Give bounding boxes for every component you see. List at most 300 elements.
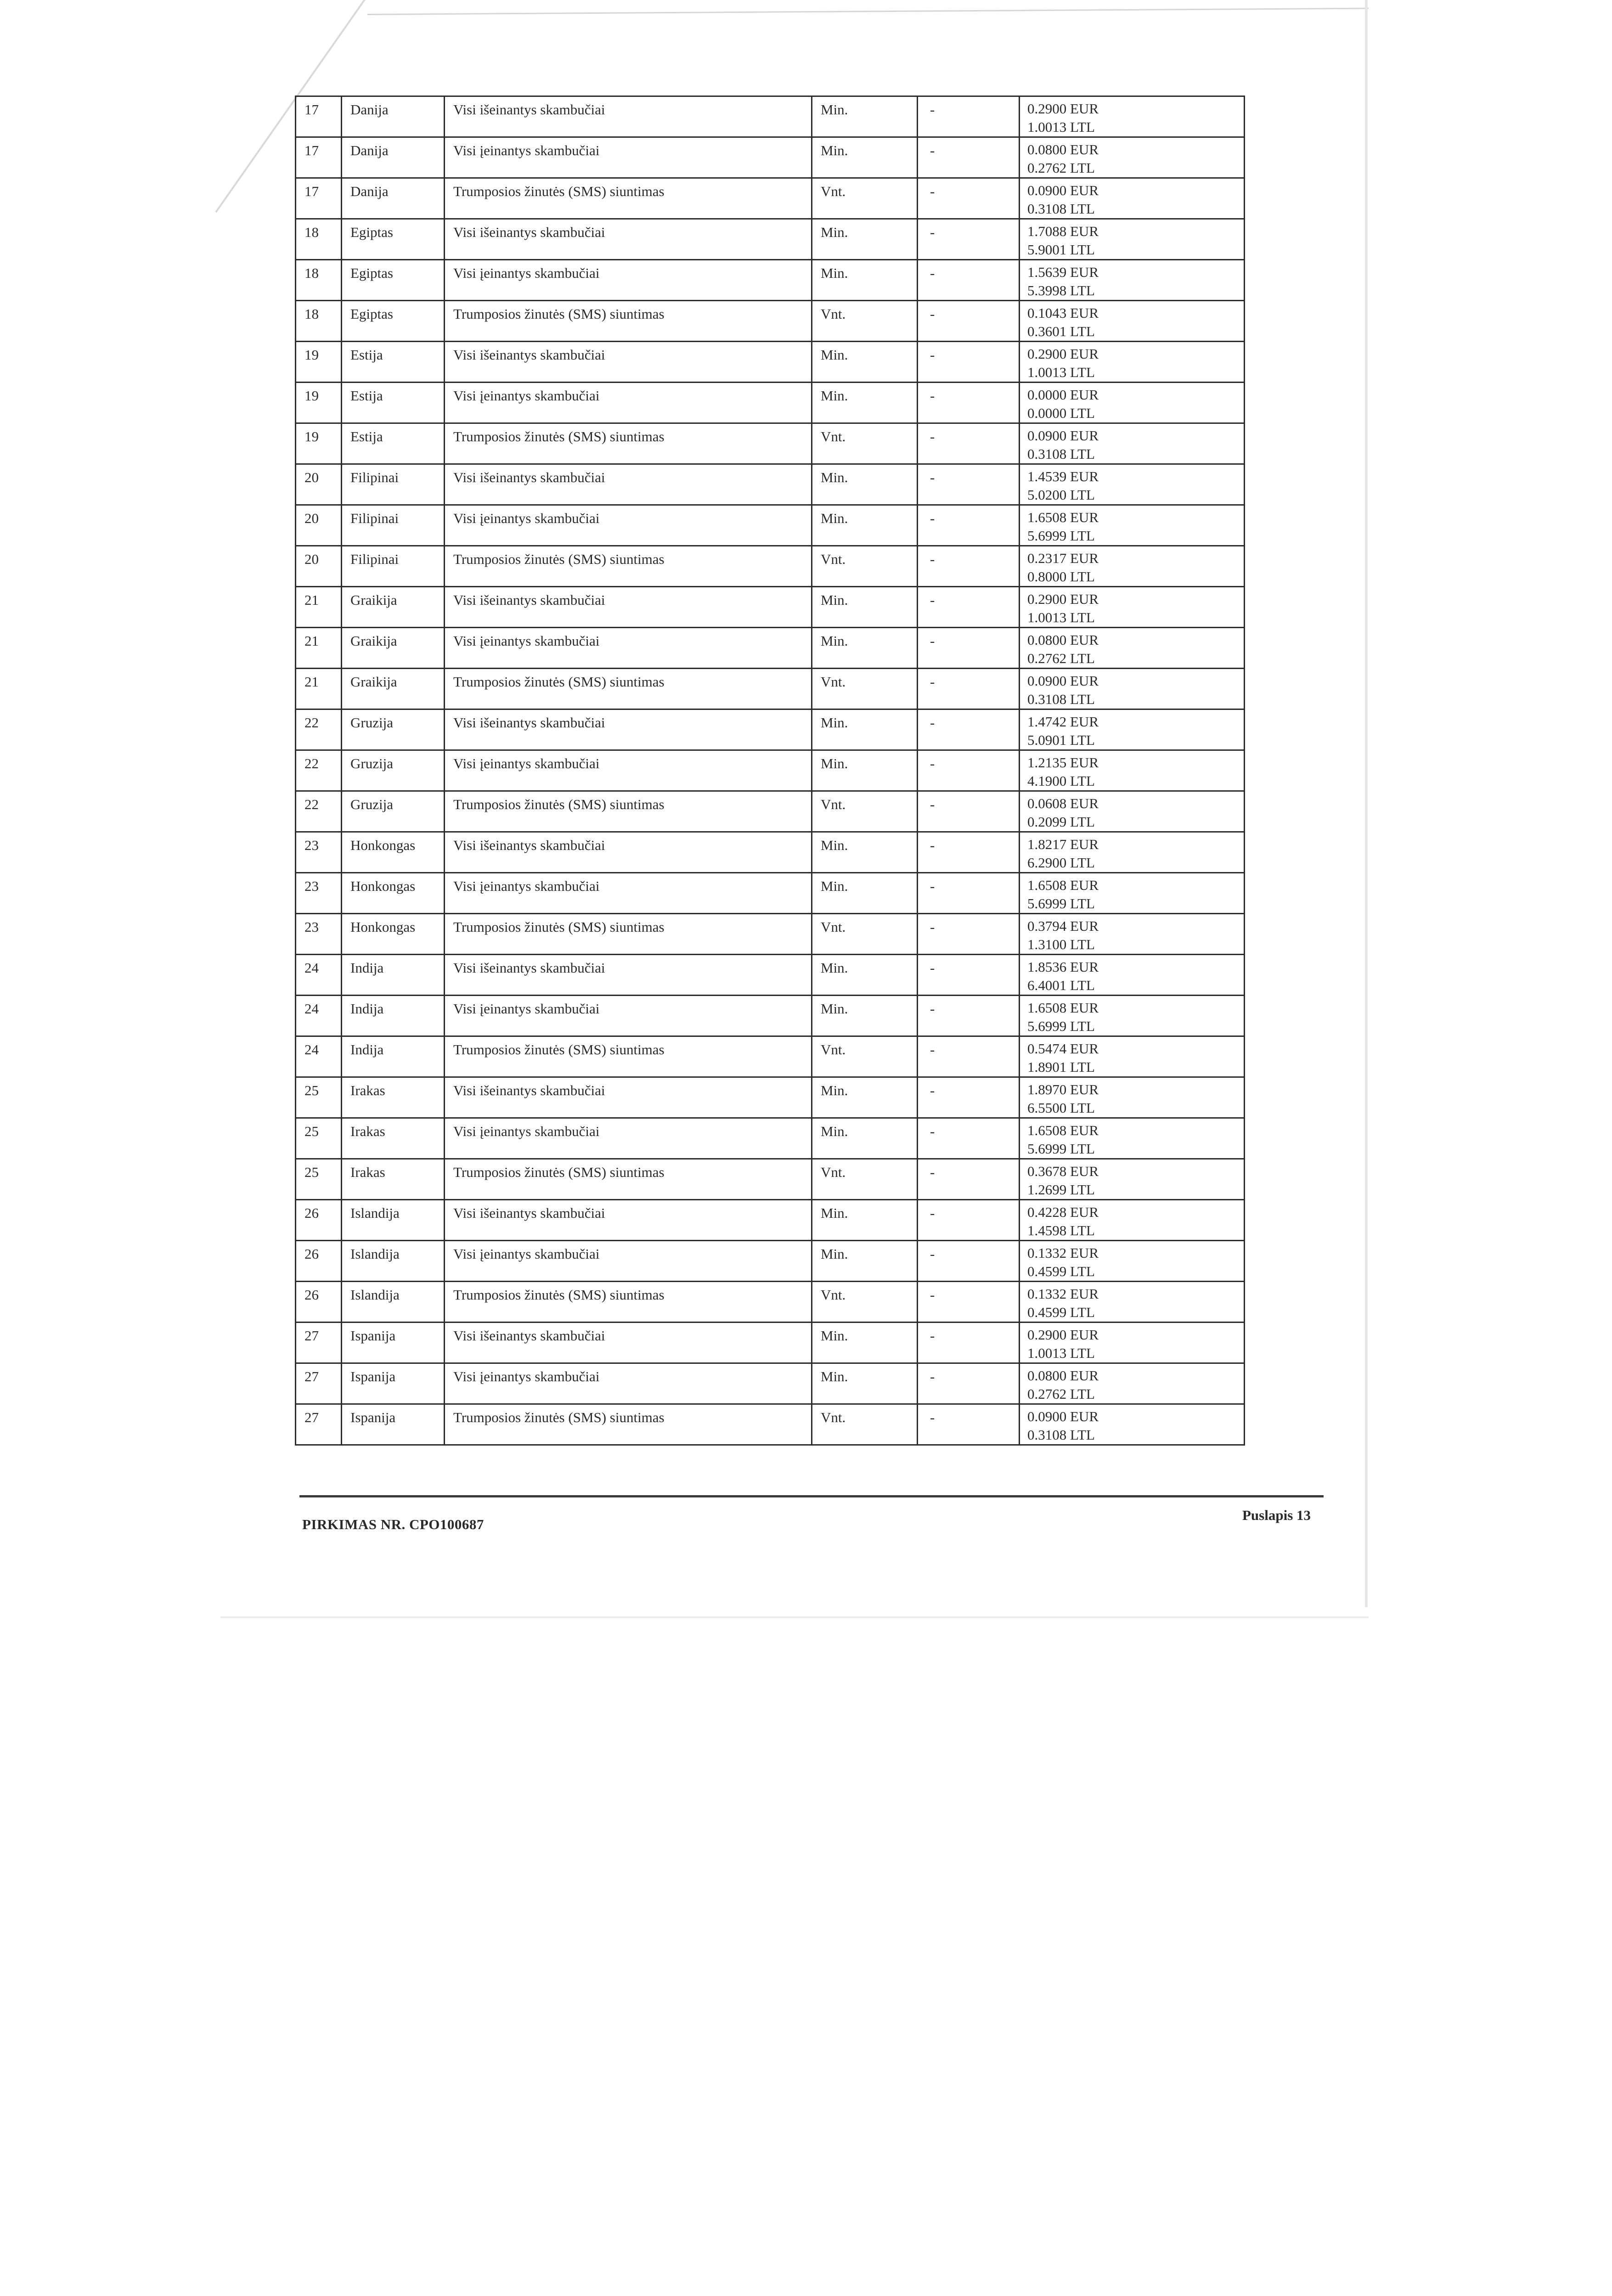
unit-cell-text: Min. bbox=[821, 347, 848, 363]
unit-cell bbox=[812, 873, 918, 914]
price-eur: 0.2900 EUR bbox=[1027, 1327, 1099, 1343]
dash-cell-text: - bbox=[930, 347, 935, 363]
unit-cell bbox=[812, 301, 918, 342]
country-cell bbox=[342, 832, 445, 873]
price-ltl: 5.6999 LTL bbox=[1027, 895, 1095, 912]
price-cell bbox=[1020, 301, 1245, 342]
price-ltl: 6.2900 LTL bbox=[1027, 855, 1095, 871]
row-number bbox=[296, 96, 342, 137]
dash-cell bbox=[918, 1404, 1020, 1445]
price-ltl: 1.4598 LTL bbox=[1027, 1222, 1095, 1238]
unit-cell-text: Vnt. bbox=[821, 1409, 846, 1425]
price-cell bbox=[1020, 1322, 1245, 1363]
price-ltl: 0.3108 LTL bbox=[1027, 1427, 1095, 1443]
price-values bbox=[1027, 546, 1244, 586]
price-cell bbox=[1020, 1159, 1245, 1200]
dash-cell bbox=[918, 996, 1020, 1036]
row-number-text: 22 bbox=[304, 796, 319, 812]
unit-cell-text: Vnt. bbox=[821, 674, 846, 690]
price-cell bbox=[1020, 669, 1245, 709]
country-cell bbox=[342, 996, 445, 1036]
dash-cell-text: - bbox=[930, 469, 935, 485]
dash-cell-text: - bbox=[930, 510, 935, 526]
service-cell-text: Visi išeinantys skambučiai bbox=[453, 101, 605, 118]
country-cell-text: Honkongas bbox=[350, 919, 416, 935]
price-ltl: 5.6999 LTL bbox=[1027, 1141, 1095, 1157]
price-cell bbox=[1020, 709, 1245, 750]
dash-cell bbox=[918, 464, 1020, 505]
row-number bbox=[296, 1322, 342, 1363]
service-cell-text: Visi įeinantys skambučiai bbox=[453, 1368, 600, 1384]
dash-cell-text: - bbox=[930, 633, 935, 649]
service-cell-text: Visi įeinantys skambučiai bbox=[453, 878, 600, 894]
unit-cell bbox=[812, 1363, 918, 1404]
table-row bbox=[296, 1159, 1245, 1200]
price-cell bbox=[1020, 383, 1245, 423]
row-number-text: 17 bbox=[304, 101, 319, 118]
price-cell bbox=[1020, 505, 1245, 546]
country-cell bbox=[342, 1159, 445, 1200]
table-row bbox=[296, 1077, 1245, 1118]
price-values bbox=[1027, 219, 1244, 259]
price-ltl: 0.2762 LTL bbox=[1027, 160, 1095, 176]
service-cell bbox=[445, 587, 812, 628]
country-cell bbox=[342, 505, 445, 546]
country-cell bbox=[342, 342, 445, 383]
price-ltl: 6.4001 LTL bbox=[1027, 977, 1095, 993]
unit-cell bbox=[812, 546, 918, 587]
price-ltl: 5.0200 LTL bbox=[1027, 487, 1095, 503]
country-cell bbox=[342, 137, 445, 178]
service-cell bbox=[445, 1282, 812, 1322]
row-number-text: 18 bbox=[304, 306, 319, 322]
price-cell bbox=[1020, 996, 1245, 1036]
price-ltl: 5.6999 LTL bbox=[1027, 1018, 1095, 1034]
price-ltl: 4.1900 LTL bbox=[1027, 773, 1095, 789]
row-number-text: 25 bbox=[304, 1123, 319, 1139]
row-number bbox=[296, 260, 342, 301]
country-cell-text: Estija bbox=[350, 388, 383, 404]
dash-cell bbox=[918, 1282, 1020, 1322]
table-row bbox=[296, 96, 1245, 137]
price-values bbox=[1027, 97, 1244, 136]
unit-cell-text: Min. bbox=[821, 1001, 848, 1017]
price-values bbox=[1027, 751, 1244, 790]
price-values bbox=[1027, 1119, 1244, 1158]
price-values bbox=[1027, 710, 1244, 749]
price-eur: 0.4228 EUR bbox=[1027, 1204, 1099, 1220]
country-cell-text: Danija bbox=[350, 183, 389, 199]
price-values bbox=[1027, 1282, 1244, 1322]
row-number-text: 18 bbox=[304, 265, 319, 281]
dash-cell bbox=[918, 546, 1020, 587]
row-number bbox=[296, 546, 342, 587]
table-row bbox=[296, 1241, 1245, 1282]
dash-cell-text: - bbox=[930, 1409, 935, 1425]
country-cell bbox=[342, 955, 445, 996]
country-cell bbox=[342, 709, 445, 750]
service-cell-text: Visi įeinantys skambučiai bbox=[453, 1246, 600, 1262]
dash-cell bbox=[918, 260, 1020, 301]
price-values bbox=[1027, 1323, 1244, 1362]
service-cell bbox=[445, 1077, 812, 1118]
service-cell bbox=[445, 464, 812, 505]
price-eur: 0.1043 EUR bbox=[1027, 305, 1099, 321]
row-number-text: 26 bbox=[304, 1205, 319, 1221]
dash-cell bbox=[918, 1200, 1020, 1241]
row-number bbox=[296, 423, 342, 464]
service-cell-text: Trumposios žinutės (SMS) siuntimas bbox=[453, 796, 665, 812]
price-values bbox=[1027, 424, 1244, 463]
scan-page-edge-bottom bbox=[220, 1616, 1369, 1618]
price-eur: 0.2900 EUR bbox=[1027, 346, 1099, 362]
country-cell-text: Gruzija bbox=[350, 796, 393, 812]
price-eur: 1.4742 EUR bbox=[1027, 714, 1099, 730]
unit-cell bbox=[812, 587, 918, 628]
price-ltl: 0.3601 LTL bbox=[1027, 323, 1095, 339]
row-number-text: 22 bbox=[304, 755, 319, 771]
price-values bbox=[1027, 260, 1244, 300]
unit-cell bbox=[812, 914, 918, 955]
table-row bbox=[296, 873, 1245, 914]
price-cell bbox=[1020, 1200, 1245, 1241]
row-number-text: 17 bbox=[304, 183, 319, 199]
price-eur: 0.2900 EUR bbox=[1027, 101, 1099, 117]
price-ltl: 0.2099 LTL bbox=[1027, 814, 1095, 830]
dash-cell bbox=[918, 873, 1020, 914]
row-number bbox=[296, 1159, 342, 1200]
row-number-text: 23 bbox=[304, 919, 319, 935]
price-cell bbox=[1020, 1404, 1245, 1445]
unit-cell-text: Min. bbox=[821, 101, 848, 118]
country-cell bbox=[342, 1118, 445, 1159]
service-cell-text: Trumposios žinutės (SMS) siuntimas bbox=[453, 674, 665, 690]
row-number bbox=[296, 914, 342, 955]
unit-cell-text: Vnt. bbox=[821, 796, 846, 812]
row-number bbox=[296, 996, 342, 1036]
row-number-text: 19 bbox=[304, 388, 319, 404]
dash-cell-text: - bbox=[930, 1287, 935, 1303]
row-number bbox=[296, 383, 342, 423]
service-cell bbox=[445, 260, 812, 301]
price-ltl: 1.0013 LTL bbox=[1027, 1345, 1095, 1361]
price-cell bbox=[1020, 873, 1245, 914]
footer-divider bbox=[299, 1495, 1324, 1497]
country-cell-text: Ispanija bbox=[350, 1368, 396, 1384]
price-ltl: 0.0000 LTL bbox=[1027, 405, 1095, 421]
country-cell bbox=[342, 178, 445, 219]
price-cell bbox=[1020, 342, 1245, 383]
row-number bbox=[296, 873, 342, 914]
country-cell-text: Honkongas bbox=[350, 837, 416, 853]
unit-cell bbox=[812, 260, 918, 301]
country-cell-text: Estija bbox=[350, 347, 383, 363]
table-row bbox=[296, 1404, 1245, 1445]
unit-cell-text: Min. bbox=[821, 837, 848, 853]
table-row bbox=[296, 914, 1245, 955]
unit-cell-text: Min. bbox=[821, 1123, 848, 1139]
unit-cell-text: Min. bbox=[821, 265, 848, 281]
price-ltl: 5.0901 LTL bbox=[1027, 732, 1095, 748]
price-values bbox=[1027, 465, 1244, 504]
country-cell-text: Indija bbox=[350, 960, 384, 976]
country-cell bbox=[342, 628, 445, 669]
price-cell bbox=[1020, 1036, 1245, 1077]
price-eur: 1.5639 EUR bbox=[1027, 264, 1099, 280]
service-cell bbox=[445, 546, 812, 587]
service-cell-text: Trumposios žinutės (SMS) siuntimas bbox=[453, 428, 665, 445]
dash-cell bbox=[918, 628, 1020, 669]
table-row bbox=[296, 342, 1245, 383]
country-cell-text: Filipinai bbox=[350, 510, 399, 526]
service-cell bbox=[445, 914, 812, 955]
price-ltl: 6.5500 LTL bbox=[1027, 1100, 1095, 1116]
row-number bbox=[296, 709, 342, 750]
price-eur: 0.1332 EUR bbox=[1027, 1245, 1099, 1261]
price-eur: 0.0608 EUR bbox=[1027, 795, 1099, 811]
row-number-text: 23 bbox=[304, 878, 319, 894]
table-row bbox=[296, 301, 1245, 342]
service-cell bbox=[445, 791, 812, 832]
price-ltl: 0.8000 LTL bbox=[1027, 568, 1095, 585]
table-row bbox=[296, 709, 1245, 750]
table-row bbox=[296, 1363, 1245, 1404]
service-cell-text: Visi įeinantys skambučiai bbox=[453, 1001, 600, 1017]
price-ltl: 1.0013 LTL bbox=[1027, 119, 1095, 135]
table-row bbox=[296, 587, 1245, 628]
row-number bbox=[296, 342, 342, 383]
unit-cell-text: Min. bbox=[821, 388, 848, 404]
page-number: Puslapis 13 bbox=[1242, 1507, 1311, 1523]
dash-cell bbox=[918, 1241, 1020, 1282]
country-cell bbox=[342, 301, 445, 342]
unit-cell-text: Min. bbox=[821, 755, 848, 771]
price-eur: 0.0800 EUR bbox=[1027, 632, 1099, 648]
unit-cell bbox=[812, 505, 918, 546]
price-ltl: 0.3108 LTL bbox=[1027, 201, 1095, 217]
row-number bbox=[296, 1282, 342, 1322]
price-values bbox=[1027, 792, 1244, 831]
dash-cell-text: - bbox=[930, 1368, 935, 1384]
row-number-text: 20 bbox=[304, 510, 319, 526]
country-cell-text: Filipinai bbox=[350, 551, 399, 567]
unit-cell-text: Vnt. bbox=[821, 1164, 846, 1180]
price-values bbox=[1027, 955, 1244, 995]
table-row bbox=[296, 464, 1245, 505]
price-cell bbox=[1020, 546, 1245, 587]
country-cell-text: Indija bbox=[350, 1041, 384, 1058]
unit-cell bbox=[812, 1077, 918, 1118]
country-cell bbox=[342, 1282, 445, 1322]
table-row bbox=[296, 669, 1245, 709]
unit-cell bbox=[812, 955, 918, 996]
unit-cell bbox=[812, 219, 918, 260]
price-eur: 1.8536 EUR bbox=[1027, 959, 1099, 975]
service-cell-text: Trumposios žinutės (SMS) siuntimas bbox=[453, 919, 665, 935]
unit-cell bbox=[812, 709, 918, 750]
price-cell bbox=[1020, 137, 1245, 178]
price-values bbox=[1027, 914, 1244, 954]
dash-cell-text: - bbox=[930, 592, 935, 608]
row-number bbox=[296, 219, 342, 260]
row-number bbox=[296, 1363, 342, 1404]
price-eur: 0.3794 EUR bbox=[1027, 918, 1099, 934]
scan-page-edge-right bbox=[1365, 0, 1368, 1607]
price-eur: 0.0900 EUR bbox=[1027, 182, 1099, 198]
row-number-text: 20 bbox=[304, 551, 319, 567]
country-cell-text: Irakas bbox=[350, 1082, 385, 1098]
price-eur: 0.3678 EUR bbox=[1027, 1163, 1099, 1179]
unit-cell bbox=[812, 791, 918, 832]
row-number bbox=[296, 628, 342, 669]
price-values bbox=[1027, 138, 1244, 177]
price-values bbox=[1027, 179, 1244, 218]
price-eur: 0.0900 EUR bbox=[1027, 1408, 1099, 1424]
dash-cell-text: - bbox=[930, 1041, 935, 1058]
unit-cell bbox=[812, 1404, 918, 1445]
row-number bbox=[296, 1200, 342, 1241]
price-eur: 0.5474 EUR bbox=[1027, 1041, 1099, 1057]
price-values bbox=[1027, 342, 1244, 382]
price-values bbox=[1027, 1405, 1244, 1444]
country-cell bbox=[342, 750, 445, 791]
price-cell bbox=[1020, 955, 1245, 996]
dash-cell-text: - bbox=[930, 142, 935, 158]
price-eur: 0.0800 EUR bbox=[1027, 141, 1099, 158]
dash-cell-text: - bbox=[930, 1001, 935, 1017]
row-number-text: 27 bbox=[304, 1368, 319, 1384]
row-number bbox=[296, 832, 342, 873]
service-cell-text: Visi išeinantys skambučiai bbox=[453, 469, 605, 485]
unit-cell-text: Min. bbox=[821, 1205, 848, 1221]
dash-cell bbox=[918, 914, 1020, 955]
service-cell bbox=[445, 423, 812, 464]
country-cell bbox=[342, 464, 445, 505]
unit-cell-text: Vnt. bbox=[821, 428, 846, 445]
service-cell-text: Visi įeinantys skambučiai bbox=[453, 1123, 600, 1139]
row-number bbox=[296, 1241, 342, 1282]
price-values bbox=[1027, 1037, 1244, 1076]
service-cell-text: Visi išeinantys skambučiai bbox=[453, 347, 605, 363]
unit-cell-text: Vnt. bbox=[821, 183, 846, 199]
scan-page-edge-top bbox=[367, 0, 1369, 15]
price-ltl: 1.0013 LTL bbox=[1027, 364, 1095, 380]
row-number-text: 17 bbox=[304, 142, 319, 158]
dash-cell-text: - bbox=[930, 715, 935, 731]
unit-cell-text: Min. bbox=[821, 1328, 848, 1344]
unit-cell-text: Min. bbox=[821, 715, 848, 731]
service-cell bbox=[445, 832, 812, 873]
unit-cell-text: Min. bbox=[821, 224, 848, 240]
unit-cell-text: Min. bbox=[821, 960, 848, 976]
unit-cell-text: Min. bbox=[821, 633, 848, 649]
table-row bbox=[296, 1322, 1245, 1363]
country-cell bbox=[342, 383, 445, 423]
service-cell-text: Trumposios žinutės (SMS) siuntimas bbox=[453, 1409, 665, 1425]
price-eur: 1.6508 EUR bbox=[1027, 1000, 1099, 1016]
country-cell bbox=[342, 96, 445, 137]
unit-cell-text: Min. bbox=[821, 142, 848, 158]
service-cell-text: Visi įeinantys skambučiai bbox=[453, 755, 600, 771]
price-values bbox=[1027, 301, 1244, 341]
price-cell bbox=[1020, 260, 1245, 301]
price-cell bbox=[1020, 1077, 1245, 1118]
price-cell bbox=[1020, 464, 1245, 505]
procurement-number: PIRKIMAS NR. CPO100687 bbox=[302, 1516, 484, 1532]
unit-cell bbox=[812, 628, 918, 669]
dash-cell bbox=[918, 832, 1020, 873]
row-number bbox=[296, 301, 342, 342]
country-cell bbox=[342, 1036, 445, 1077]
unit-cell-text: Min. bbox=[821, 1082, 848, 1098]
row-number-text: 26 bbox=[304, 1246, 319, 1262]
price-eur: 1.6508 EUR bbox=[1027, 509, 1099, 525]
unit-cell-text: Min. bbox=[821, 592, 848, 608]
row-number bbox=[296, 1077, 342, 1118]
service-cell-text: Visi įeinantys skambučiai bbox=[453, 142, 600, 158]
table-row bbox=[296, 546, 1245, 587]
unit-cell bbox=[812, 1322, 918, 1363]
table-row bbox=[296, 219, 1245, 260]
price-values bbox=[1027, 1159, 1244, 1199]
dash-cell bbox=[918, 423, 1020, 464]
price-eur: 1.8970 EUR bbox=[1027, 1081, 1099, 1097]
service-cell-text: Trumposios žinutės (SMS) siuntimas bbox=[453, 183, 665, 199]
service-cell bbox=[445, 1118, 812, 1159]
table-row bbox=[296, 955, 1245, 996]
price-cell bbox=[1020, 1118, 1245, 1159]
unit-cell bbox=[812, 750, 918, 791]
dash-cell-text: - bbox=[930, 837, 935, 853]
country-cell-text: Islandija bbox=[350, 1205, 400, 1221]
country-cell-text: Danija bbox=[350, 142, 389, 158]
table-row bbox=[296, 1282, 1245, 1322]
dash-cell bbox=[918, 1036, 1020, 1077]
country-cell bbox=[342, 1363, 445, 1404]
price-values bbox=[1027, 669, 1244, 709]
table-row bbox=[296, 505, 1245, 546]
service-cell bbox=[445, 383, 812, 423]
service-cell bbox=[445, 96, 812, 137]
dash-cell-text: - bbox=[930, 960, 935, 976]
dash-cell-text: - bbox=[930, 1205, 935, 1221]
dash-cell bbox=[918, 96, 1020, 137]
price-eur: 0.1332 EUR bbox=[1027, 1286, 1099, 1302]
service-cell bbox=[445, 219, 812, 260]
table-row bbox=[296, 832, 1245, 873]
service-cell bbox=[445, 709, 812, 750]
price-eur: 1.6508 EUR bbox=[1027, 1122, 1099, 1138]
price-eur: 1.4539 EUR bbox=[1027, 468, 1099, 484]
unit-cell-text: Vnt. bbox=[821, 551, 846, 567]
row-number-text: 18 bbox=[304, 224, 319, 240]
price-ltl: 1.3100 LTL bbox=[1027, 936, 1095, 952]
service-cell-text: Visi išeinantys skambučiai bbox=[453, 715, 605, 731]
dash-cell bbox=[918, 955, 1020, 996]
unit-cell bbox=[812, 1200, 918, 1241]
unit-cell bbox=[812, 832, 918, 873]
table-row bbox=[296, 791, 1245, 832]
dash-cell bbox=[918, 1363, 1020, 1404]
price-values bbox=[1027, 873, 1244, 913]
price-values bbox=[1027, 383, 1244, 422]
price-cell bbox=[1020, 1241, 1245, 1282]
unit-cell bbox=[812, 96, 918, 137]
country-cell-text: Gruzija bbox=[350, 755, 393, 771]
dash-cell-text: - bbox=[930, 1123, 935, 1139]
row-number-text: 26 bbox=[304, 1287, 319, 1303]
service-cell bbox=[445, 137, 812, 178]
